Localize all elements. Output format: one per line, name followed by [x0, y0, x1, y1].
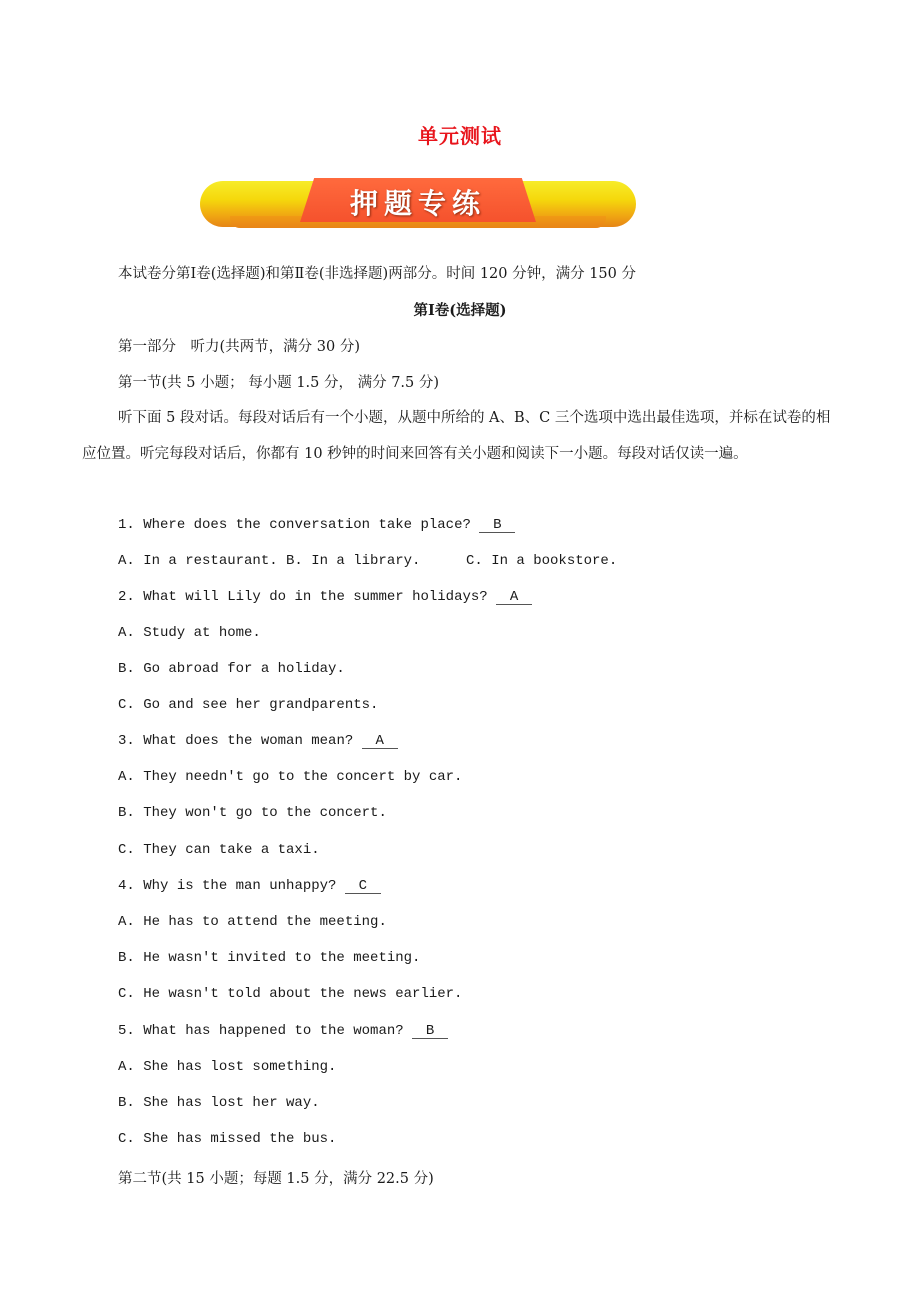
answer-blank: B [412, 1024, 448, 1039]
question-text: What will Lily do in the summer holidays? [143, 589, 488, 605]
question-number: 3. [118, 733, 135, 749]
option-b: B. She has lost her way. [118, 1095, 320, 1111]
section1-heading: 第一节(共 5 小题； 每小题 1.5 分， 满分 7.5 分) [118, 375, 440, 391]
option-b: B. In a library. [286, 553, 421, 569]
page-title: 单元测试 [418, 124, 502, 148]
option-a: A. He has to attend the meeting. [118, 914, 387, 930]
question-number: 4. [118, 878, 135, 894]
option-a: A. Study at home. [118, 625, 261, 641]
section2-heading: 第二节(共 15 小题；每题 1.5 分，满分 22.5 分) [118, 1171, 434, 1187]
question-text: Why is the man unhappy? [143, 878, 337, 894]
question-2 [118, 589, 532, 605]
option-c: C. He wasn't told about the news earlier. [118, 986, 463, 1002]
question-4 [118, 878, 381, 894]
answer-blank: B [479, 518, 515, 533]
volume-heading: 第Ⅰ卷(选择题) [413, 302, 507, 319]
question-number: 2. [118, 589, 135, 605]
intro-text: 本试卷分第Ⅰ卷(选择题)和第Ⅱ卷(非选择题)两部分。时间 120 分钟，满分 150 分 [118, 266, 636, 282]
option-c: C. They can take a taxi. [118, 842, 320, 858]
question-text: Where does the conversation take place? [143, 517, 471, 533]
option-b: B. Go abroad for a holiday. [118, 661, 345, 677]
instructions-paragraph: 听下面 5 段对话。每段对话后有一个小题，从题中所给的 A、B、C 三个选项中选出最佳选项，并标在试卷的相应位置。听完每段对话后，你都有 10 秒钟的时间来回答有关小题和阅读下一小题。每段对话仅读一遍。 [82, 410, 831, 462]
option-a: A. She has lost something. [118, 1059, 337, 1075]
question-number: 5. [118, 1023, 135, 1039]
question-5 [118, 1023, 448, 1039]
question-text: What has happened to the woman? [143, 1023, 404, 1039]
answer-blank: C [345, 879, 381, 894]
answer-blank: A [362, 734, 398, 749]
question-1 [118, 517, 515, 533]
part-heading: 第一部分 听力(共两节，满分 30 分) [118, 339, 360, 355]
option-b: B. They won't go to the concert. [118, 805, 387, 821]
practice-banner [200, 178, 636, 228]
question-3 [118, 733, 398, 749]
question-1-options [118, 553, 617, 569]
option-a: A. In a restaurant. [118, 553, 278, 569]
option-c: C. She has missed the bus. [118, 1131, 337, 1147]
option-c: C. In a bookstore. [466, 553, 618, 569]
question-number: 1. [118, 517, 135, 533]
banner-label: 押题专练 [349, 187, 486, 220]
answer-blank: A [496, 590, 532, 605]
option-a: A. They needn't go to the concert by car. [118, 769, 463, 785]
option-c: C. Go and see her grandparents. [118, 697, 379, 713]
question-text: What does the woman mean? [143, 733, 354, 749]
option-b: B. He wasn't invited to the meeting. [118, 950, 421, 966]
